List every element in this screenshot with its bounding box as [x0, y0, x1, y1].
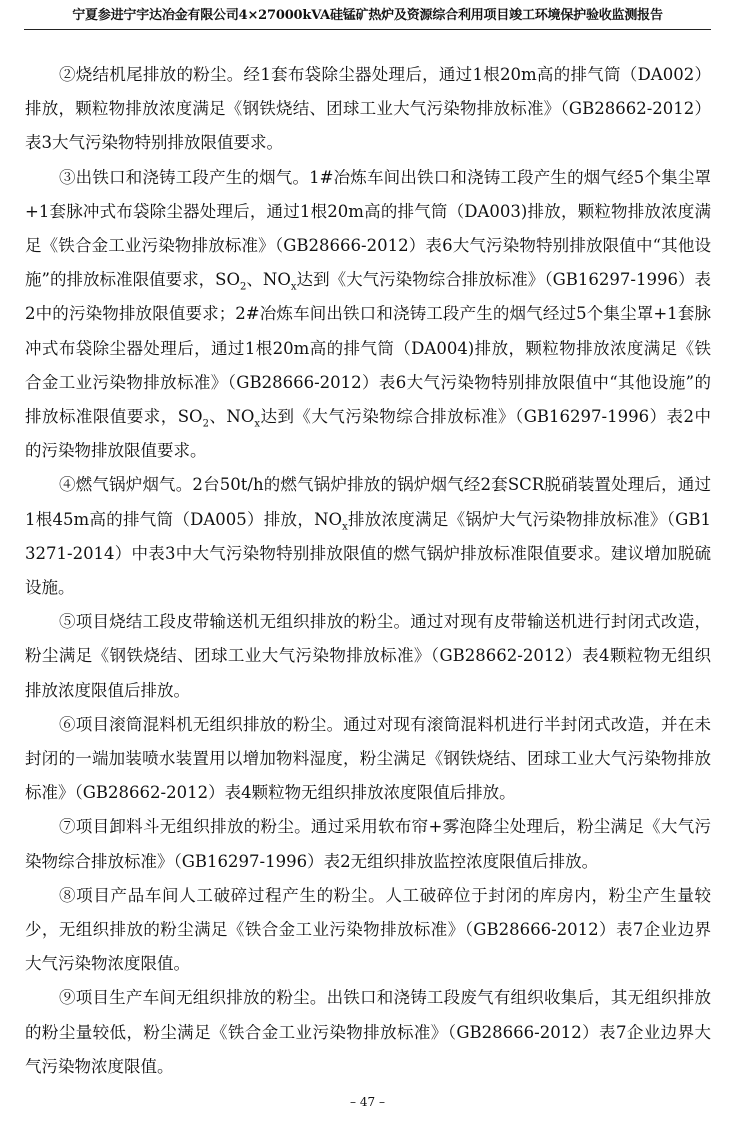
paragraph-tapping-casting-fumes: ③出铁口和浇铸工段产生的烟气。1#冶炼车间出铁口和浇铸工段产生的烟气经5个集尘罩+1套脉冲式布袋除尘器处理后，通过1根20m高的排气筒（DA003)排放，颗粒物排放浓度满足《铁合金工业污染物排放标准》（GB28666-2012）表6大气污染物特别排放限值中“其他设施”的排放标准限值要求，$SO_2$、$NO_x$达到《大气污染物综合排放标准》（GB16297-1996）表2中的污染物排放限值要求；2#冶炼车间出铁口和浇铸工段产生的烟气经过5个集尘罩+1套脉冲式布袋除尘器处理后，通过1根20m高的排气筒（DA004)排放，颗粒物排放浓度满足《铁合金工业污染物排放标准》（GB28666-2012）表6大气污染物特别排放限值中“其他设施”的排放标准限值要求，$SO_2$、$NO_x$达到《大气污染物综合排放标准》（GB16297-1996）表2中的污染物排放限值要求。	[25, 167, 711, 461]
document-body	[25, 58, 711, 1084]
page-number: 47	[359, 1095, 376, 1109]
report-title: 宁夏参进宁宇达冶金有限公司4×27000kVA硅锰矿热炉及资源综合利用项目竣工环境保护验收监测报告	[72, 8, 663, 23]
paragraph-workshop-fugitive-dust: ⑨项目生产车间无组织排放的粉尘。出铁口和浇铸工段废气有组织收集后，其无组织排放的粉尘量较低，粉尘满足《铁合金工业污染物排放标准》（GB28666-2012）表7企业边界大气污染物浓度限值。	[25, 988, 711, 1076]
paragraph-unloading-hopper-dust: ⑦项目卸料斗无组织排放的粉尘。通过采用软布帘+雾泡降尘处理后，粉尘满足《大气污染物综合排放标准》（GB16297-1996）表2无组织排放监控浓度限值后排放。	[25, 817, 711, 871]
paragraph-drum-mixer-dust: ⑥项目滚筒混料机无组织排放的粉尘。通过对现有滚筒混料机进行半封闭式改造，并在未封闭的一端加装喷水装置用以增加物料湿度，粉尘满足《钢铁烧结、团球工业大气污染物排放标准》（GB28662-2012）表4颗粒物无组织排放浓度限值后排放。	[25, 714, 711, 803]
page-header	[24, 7, 711, 30]
paragraph-manual-crushing-dust: ⑧项目产品车间人工破碎过程产生的粉尘。人工破碎位于封闭的库房内，粉尘产生量较少，无组织排放的粉尘满足《铁合金工业污染物排放标准》（GB28666-2012）表7企业边界大气污染物浓度限值。	[25, 885, 711, 974]
paragraph-belt-conveyor-dust: ⑤项目烧结工段皮带输送机无组织排放的粉尘。通过对现有皮带输送机进行封闭式改造，粉尘满足《钢铁烧结、团球工业大气污染物排放标准》（GB28662-2012）表4颗粒物无组织排放浓度限值后排放。	[25, 612, 711, 700]
paragraph-sintering-tail-dust: ②烧结机尾排放的粉尘。经1套布袋除尘器处理后，通过1根20m高的排气筒（DA002）排放，颗粒物排放浓度满足《钢铁烧结、团球工业大气污染物排放标准》（GB28662-2012）表3大气污染物特别排放限值要求。	[25, 65, 711, 153]
page-footer: – 47 –	[350, 1095, 385, 1109]
paragraph-gas-boiler-flue-gas: ④燃气锅炉烟气。2台50t/h的燃气锅炉排放的锅炉烟气经2套SCR脱硝装置处理后，通过1根45m高的排气筒（DA005）排放，$NO_x$排放浓度满足《锅炉大气污染物排放标准》（GB13271-2014）中表3中大气污染物特别排放限值的燃气锅炉排放标准限值要求。建议增加脱硫设施。	[25, 475, 711, 598]
